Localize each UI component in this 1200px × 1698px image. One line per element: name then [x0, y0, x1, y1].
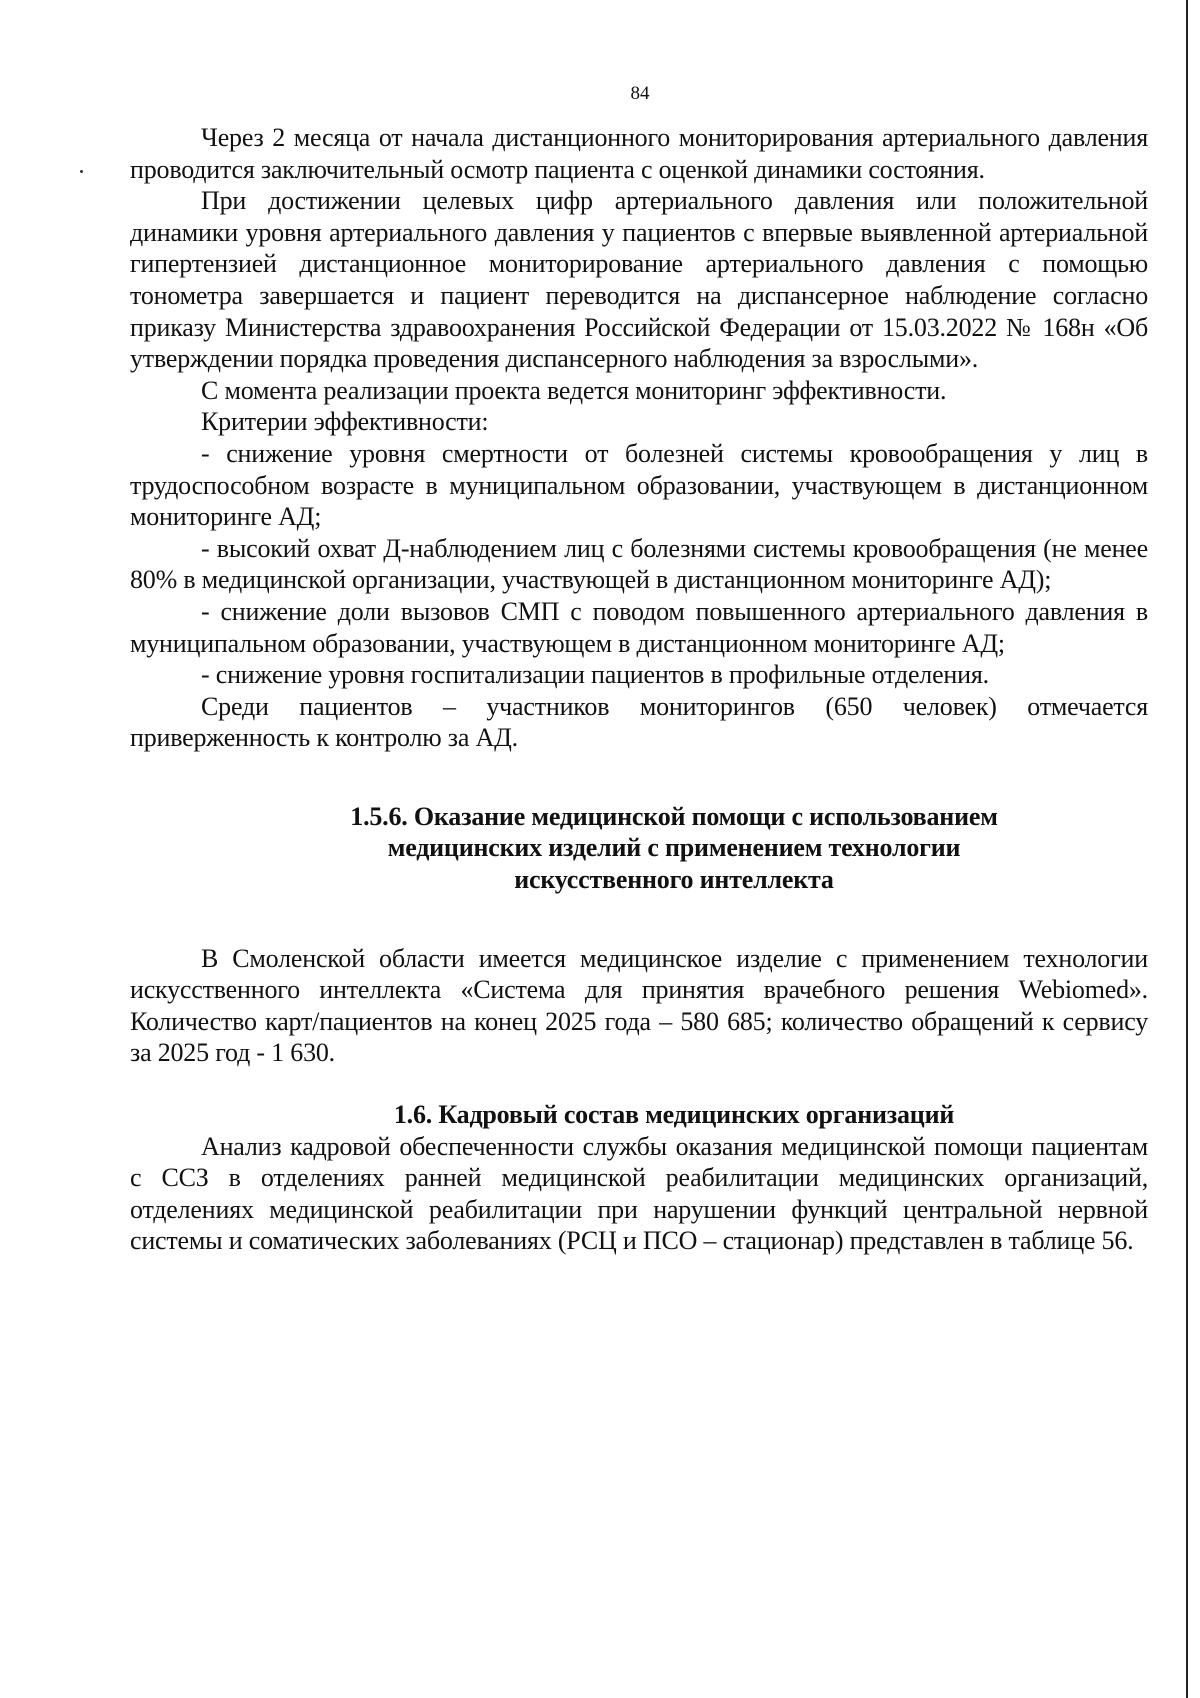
criterion-mortality: - снижение уровня смертности от болезней системы кровообращения у лиц в трудоспособном возрасте в муниципальном образовании, участвующем в дистанционном мониторинге АД; — [130, 438, 1148, 532]
paragraph-criteria-title: Критерии эффективности: — [201, 407, 489, 437]
page-number: 84 — [630, 83, 650, 104]
criterion-hospitalization: - снижение уровня госпитализации пациентов в профильные отделения. — [201, 660, 989, 690]
scan-speck — [80, 170, 83, 173]
section-heading-line: искусственного интеллекта — [514, 865, 834, 895]
section-heading-1-5-6 — [130, 801, 1148, 896]
page-edge-line — [1186, 0, 1188, 1698]
paragraph-monitoring-effectiveness: С момента реализации проекта ведется мониторинг эффективности. — [201, 375, 947, 405]
paragraph-adherence: Среди пациентов – участников мониторингов (650 человек) отмечается приверженность к контролю за АД. — [130, 691, 1148, 753]
criterion-ambulance-calls: - снижение доли вызовов СМП с поводом повышенного артериального давления в муниципальном образовании, участвующем в дистанционном мониторинге АД; — [130, 596, 1148, 658]
criterion-coverage: - высокий охват Д-наблюдением лиц с болезнями системы кровообращения (не менее 80% в медицинской организации, участвующей в дистанционном мониторинге АД); — [130, 533, 1148, 595]
paragraph-staffing-analysis: Анализ кадровой обеспеченности службы оказания медицинской помощи пациентам с ССЗ в отделениях ранней медицинской реабилитации медицинских организаций, отделениях медицинской реабилитации при нарушении функций центральной нервной системы и соматических заболеваниях (РСЦ и ПСО – стационар) представлен в таблице 56. — [130, 1131, 1148, 1256]
section-heading-line: 1.5.6. Оказание медицинской помощи с использованием — [350, 801, 998, 831]
paragraph-ai-system: В Смоленской области имеется медицинское изделие с применением технологии искусственного интеллекта «Система для принятия врачебного решения Webiomed». Количество карт/пациентов на конец 2025 года – 580 685; количество обращений к сервису за 2025 год - 1 630. — [130, 943, 1148, 1068]
paragraph-final-exam: Через 2 месяца от начала дистанционного мониторирования артериального давления проводится заключительный осмотр пациента с оценкой динамики состояния. — [130, 123, 1148, 184]
section-heading-line: медицинских изделий с применением технологии — [387, 833, 961, 863]
section-heading-1-6: 1.6. Кадровый состав медицинских организаций — [393, 1100, 955, 1130]
document-body — [130, 122, 1148, 1257]
paragraph-target-values: При достижении целевых цифр артериального давления или положительной динамики уровня артериального давления у пациентов с впервые выявленной артериальной гипертензией дистанционное мониторирование артериального давления с помощью тонометра завершается и пациент переводится на диспансерное наблюдение согласно приказу Министерства здравоохранения Российской Федерации от 15.03.2022 № 168н «Об утверждении порядка проведения диспансерного наблюдения за взрослыми». — [130, 186, 1148, 374]
